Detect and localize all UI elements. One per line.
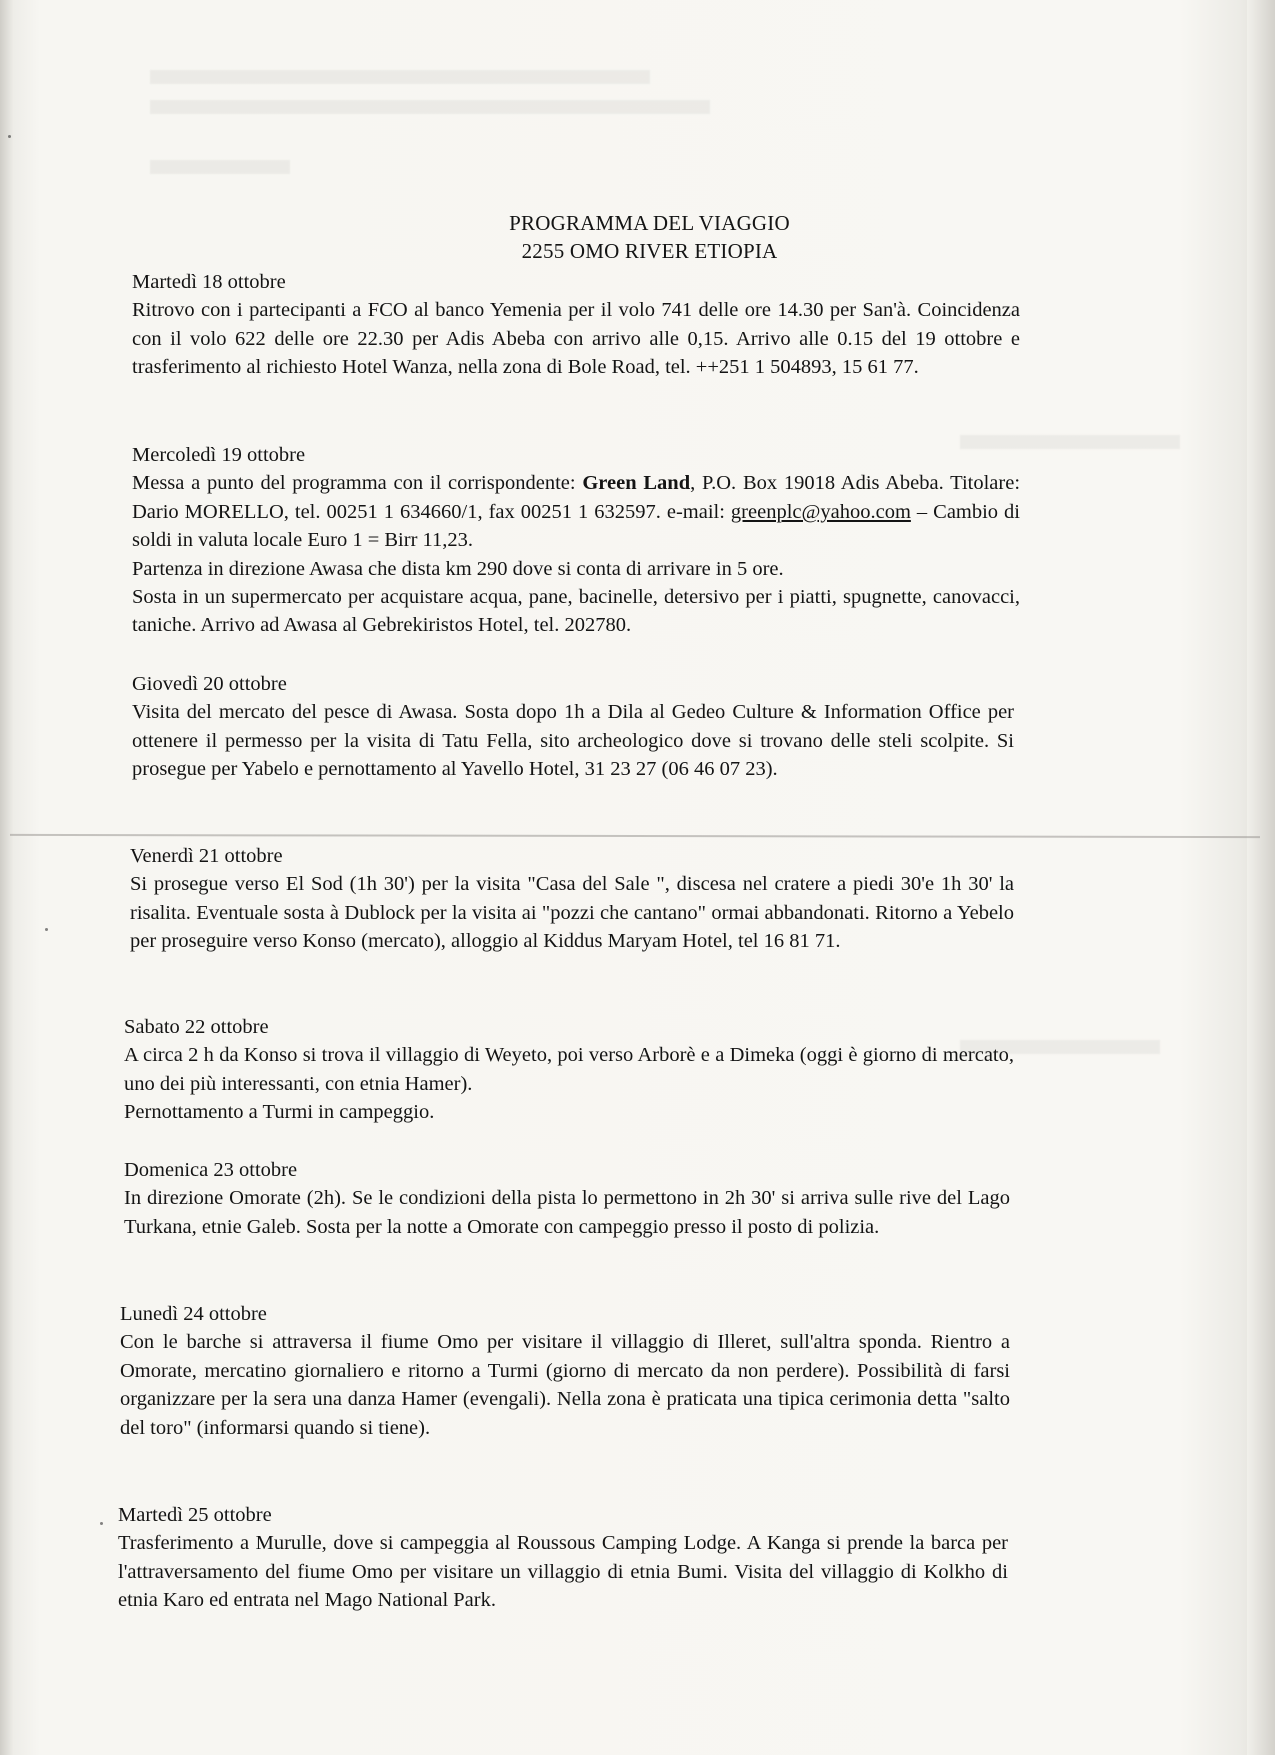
itinerary-day (124, 1156, 1010, 1241)
itinerary-day (130, 842, 1014, 956)
day-description: Pernottamento a Turmi in campeggio. (124, 1101, 435, 1124)
paper-speck (45, 928, 48, 931)
day-description: Ritrovo con i partecipanti a FCO al banco Yemenia per il volo 741 delle ore 14.30 per San'à. Coincidenza con il volo 622 delle ore 22.30 per Adis Abeba con arrivo alle 0,15. Arrivo alle 0.15 del 19 ottobre e trasferimento al richiesto Hotel Wanza, nella zona di Bole Road, tel. ++251 1 504893, 15 61 77. (132, 299, 1020, 379)
day-description: Con le barche si attraversa il fiume Omo per visitare il villaggio di Illeret, sull'altra sponda. Rientro a Omorate, mercatino giornaliero e ritorno a Turmi (giorno di mercato da non perdere). Possibilità di farsi organizzare per la sera una danza Hamer (evengali). Nella zona è praticata una tipica cerimonia detta "salto del toro" (informarsi quando si tiene). (120, 1331, 1010, 1439)
day-heading: Domenica 23 ottobre (124, 1159, 298, 1181)
day-description: Si prosegue verso El Sod (1h 30') per la visita "Casa del Sale ", discesa nel cratere a piedi 30'e 1h 30' la risalita. Eventuale sosta à Dublock per la visita ai "pozzi che cantano" ormai abbandonati. Ritorno a Yebelo per proseguire verso Konso (mercato), alloggio al Kiddus Maryam Hotel, tel 16 81 71. (130, 873, 1014, 953)
day-description: A circa 2 h da Konso si trova il villaggio di Weyeto, poi verso Arborè e a Dimeka (oggi è giorno di mercato, uno dei più interessanti, con etnia Hamer). (124, 1044, 1014, 1095)
day-heading: Venerdì 21 ottobre (130, 845, 283, 867)
itinerary-day (118, 1501, 1008, 1615)
day-heading: Giovedì 20 ottobre (132, 673, 287, 695)
itinerary-day (132, 268, 1020, 382)
day-heading: Mercoledì 19 ottobre (132, 444, 306, 466)
day-description: Visita del mercato del pesce di Awasa. Sosta dopo 1h a Dila al Gedeo Culture & Information Office per ottenere il permesso per la visita di Tatu Fella, sito archeologico dove si trovano delle steli scolpite. Si prosegue per Yabelo e pernottamento al Yavello Hotel, 31 23 27 (06 46 07 23). (132, 701, 1014, 781)
itinerary-day (124, 1013, 1014, 1127)
show-through-shadow (150, 100, 710, 114)
day-heading: Sabato 22 ottobre (124, 1016, 269, 1038)
show-through-shadow (150, 160, 290, 174)
document-title: PROGRAMMA DEL VIAGGIO (509, 211, 790, 235)
day-description: Trasferimento a Murulle, dove si campeggia al Roussous Camping Lodge. A Kanga si prende la barca per l'attraversamento del fiume Omo per visitare un villaggio di etnia Bumi. Visita del villaggio di Kolkho di etnia Karo ed entrata nel Mago National Park. (118, 1532, 1008, 1612)
itinerary-day (132, 441, 1020, 640)
paper-speck (8, 135, 11, 138)
day-heading: Martedì 18 ottobre (132, 271, 286, 293)
itinerary-day (132, 670, 1014, 784)
day-description: Partenza in direzione Awasa che dista km 290 dove si conta di arrivare in 5 ore. (132, 557, 784, 580)
day-heading: Martedì 25 ottobre (118, 1504, 272, 1526)
itinerary-day (120, 1300, 1010, 1442)
company-name: Green Land (582, 472, 691, 495)
show-through-shadow (150, 70, 650, 84)
document-subtitle: 2255 OMO RIVER ETIOPIA (521, 239, 778, 263)
day-heading: Lunedì 24 ottobre (120, 1303, 267, 1325)
day-description: Sosta in un supermercato per acquistare acqua, pane, bacinelle, detersivo per i piatti, spugnette, canovacci, taniche. Arrivo ad Awasa al Gebrekiristos Hotel, tel. 202780. (132, 586, 1020, 637)
day-description: In direzione Omorate (2h). Se le condizioni della pista lo permettono in 2h 30' si arriva sulle rive del Lago Turkana, etnie Galeb. Sosta per la notte a Omorate con campeggio presso il posto di polizia. (124, 1187, 1010, 1238)
day-description: Messa a punto del programma con il corrispondente: Green Land, P.O. Box 19018 Adis Abeba. Titolare: Dario MORELLO, tel. 00251 1 634660/1, fax 00251 1 632597. e-mail: greenplc@yahoo.com – Cambio di soldi in valuta locale Euro 1 = Birr 11,23. (132, 472, 1021, 552)
paper-speck (100, 1522, 103, 1525)
email-link[interactable]: greenplc@yahoo.com (730, 500, 911, 523)
